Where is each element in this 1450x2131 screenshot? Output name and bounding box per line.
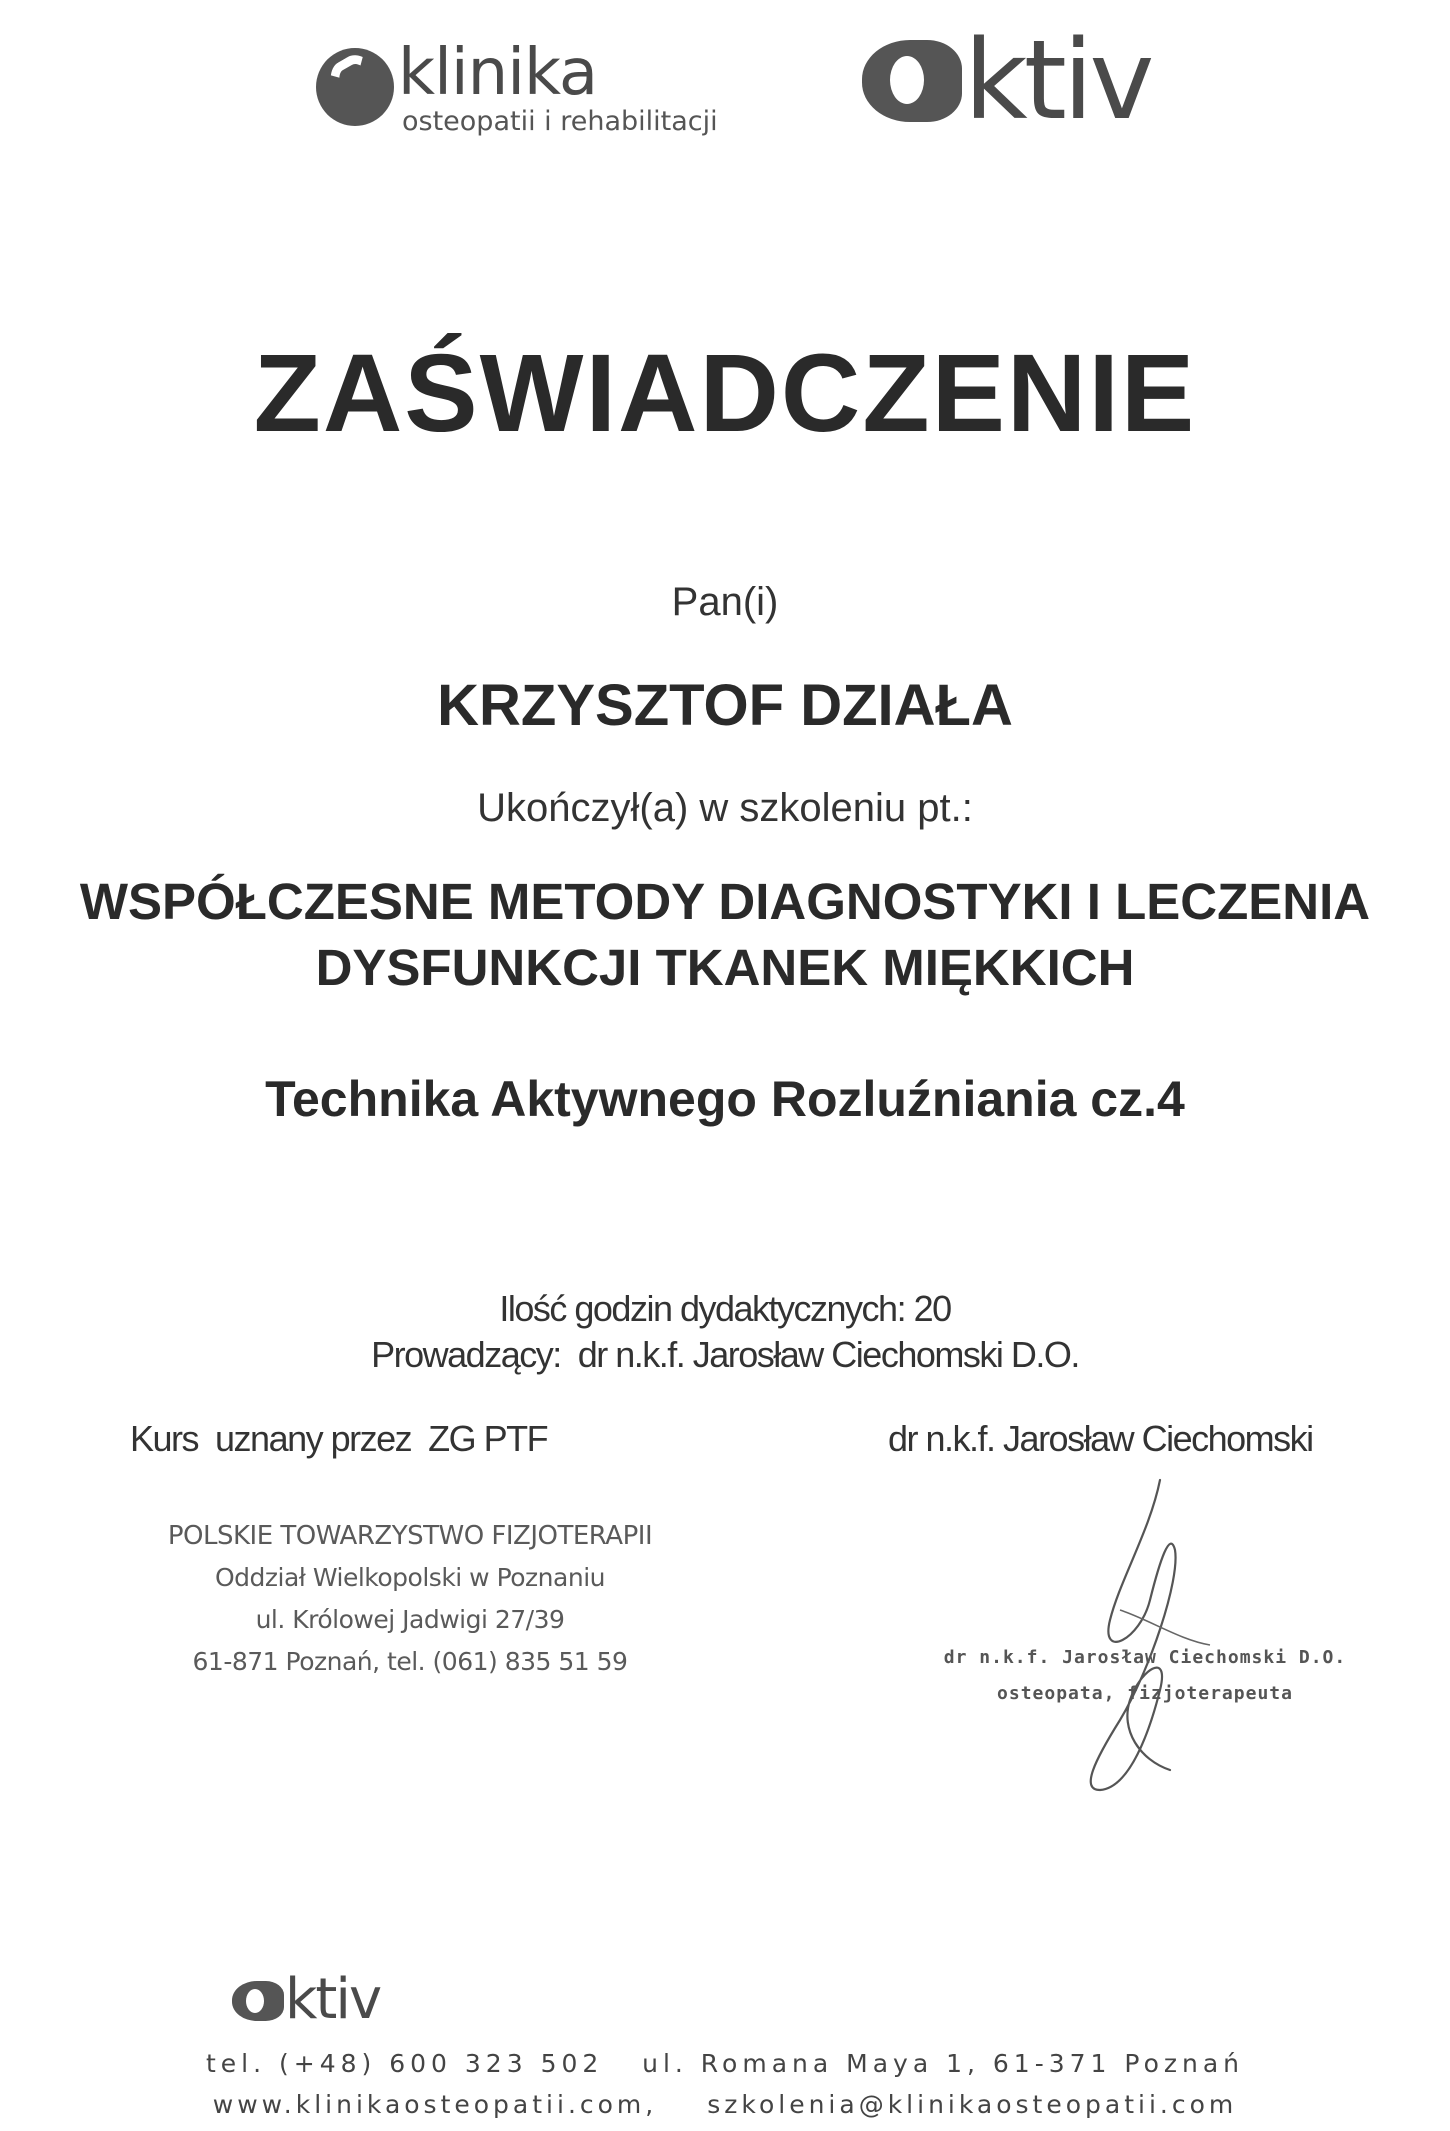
footer-email[interactable]: szkolenia@klinikaosteopatii.com <box>707 2090 1238 2119</box>
course-subtitle: Technika Aktywnego Rozluźniania cz.4 <box>265 1071 1185 1127</box>
swirl-circle-icon <box>316 48 394 126</box>
instructor: Prowadzący: dr n.k.f. Jarosław Ciechomski D.O. <box>371 1334 1079 1375</box>
ptf-stamp-street: ul. Królowej Jadwigi 27/39 <box>255 1605 565 1634</box>
aktiv-logo-footer <box>232 1967 381 2032</box>
handwritten-signature <box>1000 1470 1260 1810</box>
aktiv-logo-header <box>862 16 1151 144</box>
accreditation-text: Kurs uznany przez ZG PTF <box>130 1418 548 1459</box>
teaching-hours: Ilość godzin dydaktycznych: 20 <box>499 1288 951 1329</box>
aktiv-logo-mark <box>232 1981 284 2021</box>
course-title-line-1: WSPÓŁCZESNE METODY DIAGNOSTYKI I LECZENIA <box>79 873 1371 930</box>
ptf-stamp-org: POLSKIE TOWARZYSTWO FIZJOTERAPII <box>167 1521 653 1551</box>
completion-text: Ukończył(a) w szkoleniu pt.: <box>477 786 973 830</box>
signatory-name: dr n.k.f. Jarosław Ciechomski <box>888 1418 1313 1459</box>
addressee-label: Pan(i) <box>671 580 779 624</box>
ptf-stamp <box>150 1515 670 1683</box>
aktiv-logo-text: ktiv <box>964 16 1151 144</box>
signature-stamp-name: dr n.k.f. Jarosław Ciechomski D.O. <box>943 1647 1347 1668</box>
footer-website[interactable]: www.klinikaosteopatii.com, <box>212 2090 658 2119</box>
clinic-logo-name: klinika <box>398 36 598 110</box>
footer-web <box>0 2090 1450 2119</box>
aktiv-logo-text: ktiv <box>285 1967 381 2032</box>
signature-stamp-role: osteopata, fizjoterapeuta <box>997 1683 1293 1704</box>
ptf-stamp-branch: Oddział Wielkopolski w Poznaniu <box>215 1563 605 1592</box>
ptf-stamp-city-phone: 61-871 Poznań, tel. (061) 835 51 59 <box>192 1647 628 1676</box>
aktiv-logo-mark <box>862 40 962 122</box>
clinic-logo-subtitle: osteopatii i rehabilitacji <box>402 106 718 137</box>
clinic-logo <box>316 36 806 137</box>
recipient-name: KRZYSZTOF DZIAŁA <box>437 673 1013 738</box>
document-title: ZAŚWIADCZENIE <box>253 332 1197 455</box>
footer-contact: tel. (+48) 600 323 502 ul. Romana Maya 1, 61-371 Poznań <box>206 2049 1244 2078</box>
course-title-line-2: DYSFUNKCJI TKANEK MIĘKKICH <box>315 939 1135 996</box>
